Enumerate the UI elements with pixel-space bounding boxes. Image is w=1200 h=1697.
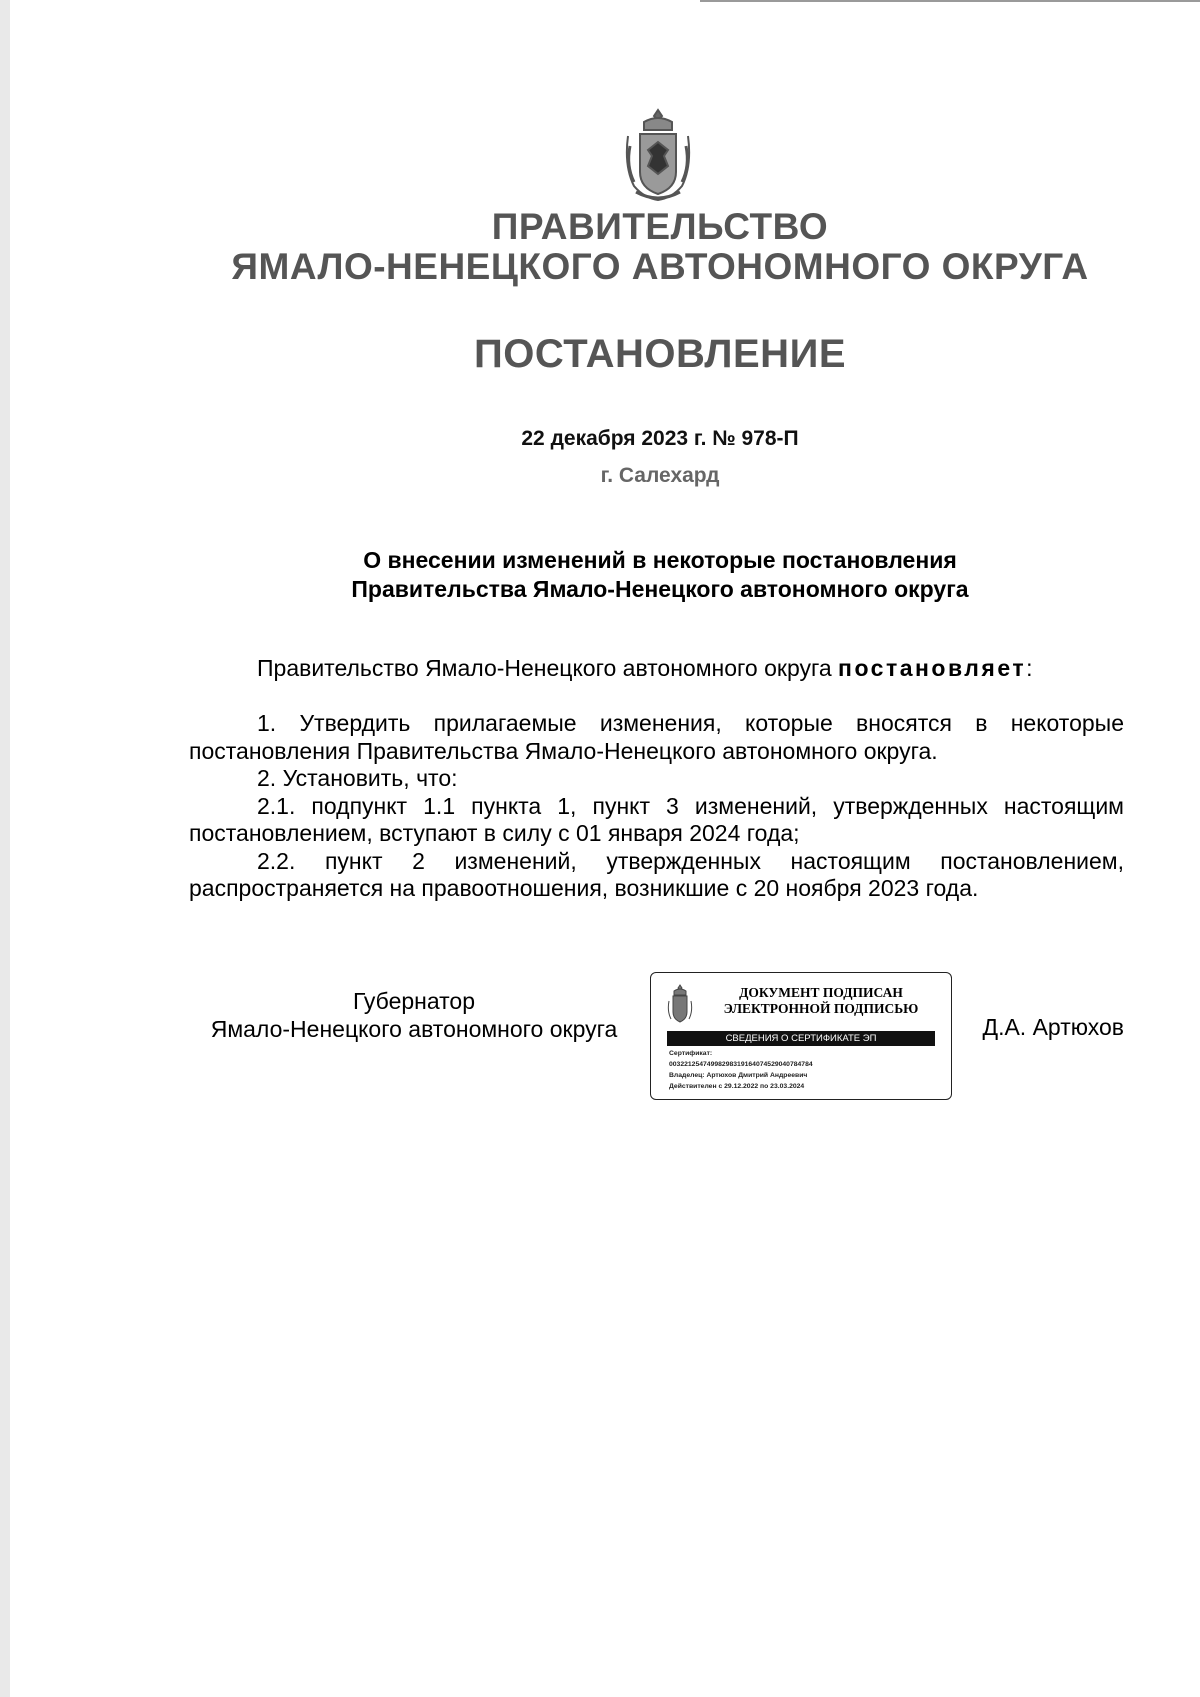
signatory-role <box>189 987 639 1043</box>
item-2-2: 2.2. пункт 2 изменений, утвержденных настоящим постановлением, распространяется на правоотношения, возникшие с 20 ноября 2023 года. <box>189 847 1124 901</box>
resolution-items <box>189 710 1124 903</box>
document-city: г. Салехард <box>600 464 720 487</box>
item-1: 1. Утвердить прилагаемые изменения, которые вносятся в некоторые постановления Правительства Ямало-Ненецкого автономного округа. <box>189 710 1124 764</box>
stamp-title-line-2: ЭЛЕКТРОННОЙ ПОДПИСЬЮ <box>723 1001 919 1016</box>
signatory-role-line-2: Ямало-Ненецкого автономного округа <box>210 1016 618 1042</box>
stamp-emblem-icon <box>666 983 694 1025</box>
stamp-owner: Владелец: Артюхов Дмитрий Андреевич <box>669 1072 808 1079</box>
stamp-certificate-header: СВЕДЕНИЯ О СЕРТИФИКАТЕ ЭП <box>667 1031 935 1046</box>
stamp-cert-number: 00322125474998298319164074529040784784 <box>669 1061 813 1068</box>
stamp-certificate-details <box>669 1048 944 1092</box>
intro-paragraph <box>189 655 1124 683</box>
subject-line-2: Правительства Ямало-Ненецкого автономного округа <box>351 576 969 602</box>
scan-edge-top <box>700 0 1200 2</box>
signatory-name: Д.А. Артюхов <box>982 1014 1124 1040</box>
electronic-signature-stamp <box>650 972 952 1100</box>
document-date-number: 22 декабря 2023 г. № 978-П <box>521 427 799 450</box>
stamp-title-line-1: ДОКУМЕНТ ПОДПИСАН <box>739 985 903 1000</box>
item-2: 2. Установить, что: <box>257 765 458 791</box>
intro-verb: постановляет <box>838 655 1027 681</box>
document-type-title: ПОСТАНОВЛЕНИЕ <box>473 332 846 376</box>
coat-of-arms-icon <box>622 106 694 206</box>
stamp-validity: Действителен с 29.12.2022 по 23.03.2024 <box>669 1083 805 1090</box>
stamp-cert-label: Сертификат: <box>669 1050 713 1057</box>
intro-colon: : <box>1026 655 1033 681</box>
item-2-1: 2.1. подпункт 1.1 пункта 1, пункт 3 изменений, утвержденных настоящим постановлением, вступают в силу с 01 января 2024 года; <box>189 792 1124 846</box>
stamp-title <box>701 985 941 1017</box>
government-title: ПРАВИТЕЛЬСТВО <box>491 206 829 247</box>
document-subject <box>0 546 1200 604</box>
intro-text: Правительство Ямало-Ненецкого автономного округа <box>257 655 839 681</box>
government-region-title: ЯМАЛО-НЕНЕЦКОГО АВТОНОМНОГО ОКРУГА <box>231 246 1089 287</box>
signatory-role-line-1: Губернатор <box>352 988 476 1014</box>
subject-line-1: О внесении изменений в некоторые постановления <box>363 547 957 573</box>
